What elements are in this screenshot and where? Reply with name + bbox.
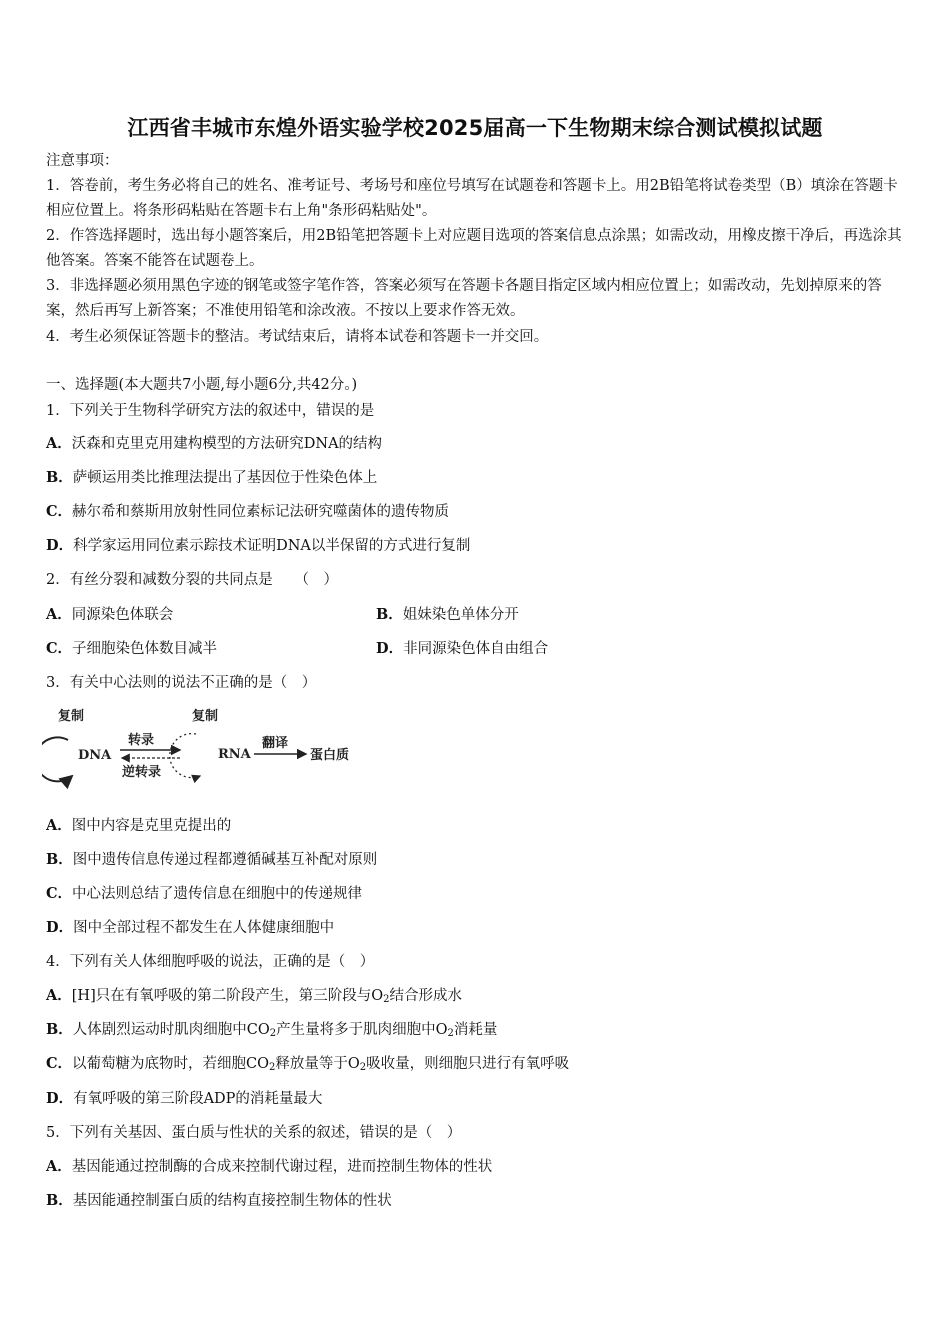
q1-option-d bbox=[46, 536, 470, 556]
option-text: 以葡萄糖为底物时，若细胞CO bbox=[72, 1056, 270, 1072]
option-label: C． bbox=[46, 640, 73, 657]
option-text: 赫尔希和蔡斯用放射性同位素标记法研究噬菌体的遗传物质 bbox=[72, 504, 450, 520]
q3-stem: 3．有关中心法则的说法不正确的是（ ） bbox=[46, 675, 317, 691]
q4-option-c bbox=[46, 1054, 569, 1078]
option-text: 结合形成水 bbox=[389, 988, 462, 1004]
option-text: [H]只在有氧呼吸的第二阶段产生，第三阶段与O bbox=[71, 988, 384, 1004]
q1-option-a bbox=[46, 434, 382, 454]
option-text: 吸收量，则细胞只进行有氧呼吸 bbox=[366, 1056, 570, 1072]
q2-option-a bbox=[46, 605, 173, 625]
q4-option-b bbox=[46, 1020, 497, 1044]
q2-stem: 2．有丝分裂和减数分裂的共同点是 （ ） bbox=[46, 572, 338, 588]
option-text: 同源染色体联会 bbox=[71, 607, 174, 623]
rna-replication-label: 复制 bbox=[192, 709, 219, 724]
subscript: 2 bbox=[383, 994, 390, 1005]
q4-option-a bbox=[46, 986, 462, 1010]
option-label: A． bbox=[46, 817, 72, 834]
notice-heading: 注意事项： bbox=[46, 153, 119, 169]
q1-option-c bbox=[46, 502, 449, 522]
option-label: A． bbox=[46, 435, 72, 452]
rna-label: RNA bbox=[218, 747, 251, 762]
q5-stem: 5．下列有关基因、蛋白质与性状的关系的叙述，错误的是（ ） bbox=[46, 1125, 462, 1141]
q3-option-d bbox=[46, 918, 334, 938]
q3-option-a bbox=[46, 816, 231, 836]
option-text: 有氧呼吸的第三阶段ADP的消耗量最大 bbox=[73, 1091, 323, 1107]
subscript: 2 bbox=[269, 1062, 276, 1073]
option-label: C． bbox=[46, 885, 73, 902]
q5-option-b bbox=[46, 1191, 392, 1211]
subscript: 2 bbox=[269, 1028, 277, 1039]
dna-replication-loop bbox=[42, 737, 72, 781]
section-heading: 一、选择题(本大题共7小题,每小题6分,共42分。) bbox=[46, 377, 358, 393]
option-text: 姐妹染色单体分开 bbox=[402, 607, 519, 623]
option-text: 子细胞染色体数目减半 bbox=[72, 641, 218, 657]
q2-option-c bbox=[46, 639, 217, 659]
q1-option-b bbox=[46, 468, 377, 488]
notice-item-2: 2．作答选择题时，选出每小题答案后，用2B铅笔把答题卡上对应题目选项的答案信息点涂黑；如需改动，用橡皮擦干净后，再选涂其他答案。答案不能答在试题卷上。 bbox=[46, 228, 902, 269]
option-label: D． bbox=[46, 1090, 74, 1107]
option-text: 消耗量 bbox=[453, 1022, 498, 1038]
option-label: A． bbox=[46, 1158, 72, 1175]
q1-stem: 1．下列关于生物科学研究方法的叙述中，错误的是 bbox=[46, 403, 375, 419]
option-label: C． bbox=[46, 1055, 73, 1072]
option-label: B． bbox=[376, 606, 403, 623]
notice-item-4: 4．考生必须保证答题卡的整洁。考试结束后，请将本试卷和答题卡一并交回。 bbox=[46, 329, 549, 345]
option-text: 沃森和克里克用建构模型的方法研究DNA的结构 bbox=[71, 436, 383, 452]
option-text: 释放量等于O bbox=[275, 1056, 360, 1072]
option-text: 图中遗传信息传递过程都遵循碱基互补配对原则 bbox=[72, 852, 378, 868]
dna-replication-label: 复制 bbox=[58, 709, 85, 724]
q3-option-b bbox=[46, 850, 377, 870]
option-label: A． bbox=[46, 606, 72, 623]
option-text: 图中全部过程不都发生在人体健康细胞中 bbox=[73, 920, 335, 936]
option-text: 产生量将多于肌肉细胞中O bbox=[276, 1022, 448, 1038]
page-title: 江西省丰城市东煌外语实验学校2025届高一下生物期末综合测试模拟试题 bbox=[127, 116, 823, 140]
protein-label: 蛋白质 bbox=[310, 748, 350, 763]
q4-stem: 4．下列有关人体细胞呼吸的说法，正确的是（ ） bbox=[46, 954, 375, 970]
q2-option-b bbox=[376, 605, 519, 625]
option-text: 基因能通过控制酶的合成来控制代谢过程，进而控制生物体的性状 bbox=[71, 1159, 493, 1175]
option-text: 萨顿运用类比推理法提出了基因位于性染色体上 bbox=[72, 470, 378, 486]
option-label: D． bbox=[376, 640, 404, 657]
subscript: 2 bbox=[359, 1062, 367, 1073]
option-text: 基因能通控制蛋白质的结构直接控制生物体的性状 bbox=[72, 1193, 392, 1209]
option-text: 中心法则总结了遗传信息在细胞中的传递规律 bbox=[72, 886, 363, 902]
option-label: A． bbox=[46, 987, 72, 1004]
option-text: 图中内容是克里克提出的 bbox=[71, 818, 232, 834]
option-text: 科学家运用同位素示踪技术证明DNA以半保留的方式进行复制 bbox=[73, 538, 471, 554]
central-dogma-diagram bbox=[42, 704, 372, 794]
option-label: B． bbox=[46, 1021, 73, 1038]
option-label: C． bbox=[46, 503, 73, 520]
option-label: B． bbox=[46, 1192, 73, 1209]
reverse-transcription-label: 逆转录 bbox=[122, 765, 162, 780]
option-label: B． bbox=[46, 851, 73, 868]
q5-option-a bbox=[46, 1157, 492, 1177]
rna-replication-loop bbox=[170, 734, 200, 778]
q2-option-d bbox=[376, 639, 548, 659]
option-text: 非同源染色体自由组合 bbox=[403, 641, 549, 657]
transcription-label: 转录 bbox=[128, 733, 155, 748]
option-text: 人体剧烈运动时肌肉细胞中CO bbox=[72, 1022, 270, 1038]
option-label: D． bbox=[46, 919, 74, 936]
notice-item-3: 3．非选择题必须用黑色字迹的钢笔或签字笔作答，答案必须写在答题卡各题目指定区域内相应位置上；如需改动，先划掉原来的答案，然后再写上新答案；不准使用铅笔和涂改液。不按以上要求作答无效。 bbox=[46, 278, 882, 319]
translation-label: 翻译 bbox=[262, 736, 289, 751]
option-label: D． bbox=[46, 537, 74, 554]
dna-label: DNA bbox=[78, 748, 112, 763]
q3-option-c bbox=[46, 884, 362, 904]
q4-option-d bbox=[46, 1089, 322, 1109]
notice-item-1: 1．答卷前，考生务必将自己的姓名、准考证号、考场号和座位号填写在试题卷和答题卡上。用2B铅笔将试卷类型（B）填涂在答题卡相应位置上。将条形码粘贴在答题卡右上角"条形码粘贴处"。 bbox=[46, 178, 898, 219]
subscript: 2 bbox=[447, 1028, 454, 1039]
option-label: B． bbox=[46, 469, 73, 486]
